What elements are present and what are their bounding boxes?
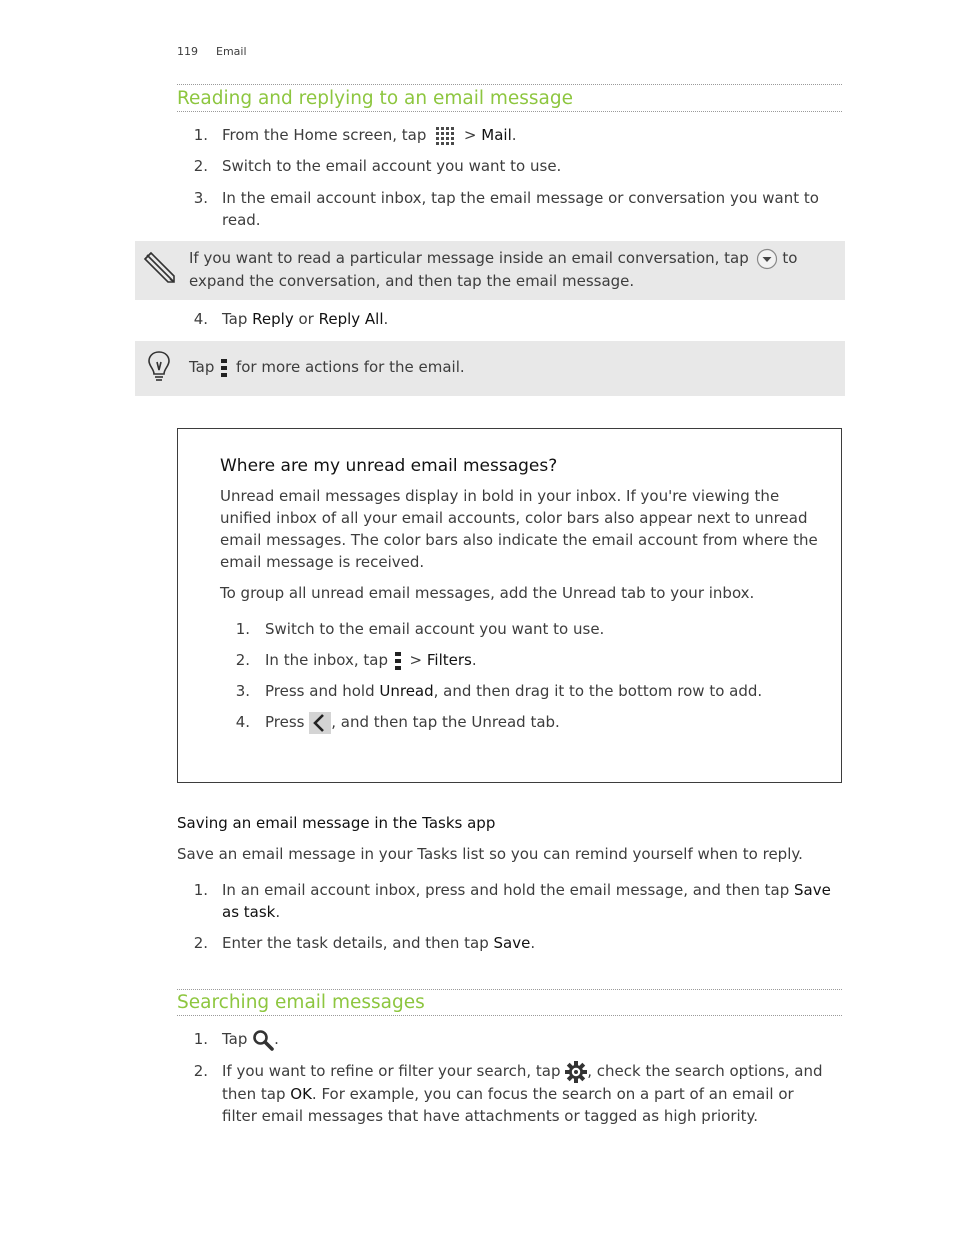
page-header xyxy=(177,44,247,60)
divider-top xyxy=(177,84,842,85)
more-options-icon xyxy=(395,652,401,670)
divider-bottom xyxy=(177,1015,842,1016)
divider-top xyxy=(177,989,842,990)
note-box: If you want to read a particular message inside an email conversation, tap to expand the conversation, and then tap the email message. xyxy=(135,241,845,300)
back-icon xyxy=(309,712,331,734)
gear-icon xyxy=(565,1061,587,1083)
search-icon xyxy=(252,1029,274,1051)
page-number: 119 xyxy=(177,45,198,58)
more-options-icon xyxy=(221,359,227,377)
subsection-title-tasks: Saving an email message in the Tasks app xyxy=(177,814,496,832)
divider-bottom xyxy=(177,111,842,112)
section-title-reading: Reading and replying to an email message xyxy=(177,88,573,109)
box-paragraph-2: To group all unread email messages, add the Unread tab to your inbox. xyxy=(220,584,755,602)
all-apps-grid-icon xyxy=(435,126,455,146)
tasks-intro: Save an email message in your Tasks list so you can remind yourself when to reply. xyxy=(177,845,803,863)
section-name: Email xyxy=(216,45,247,58)
expand-chevron-icon xyxy=(756,248,778,270)
lightbulb-icon xyxy=(147,350,171,384)
box-paragraph: Unread email messages display in bold in your inbox. If you're viewing the unified inbox of all your email accounts, color bars also appear next to unread email messages. The color bars also indicate the email account from where the email message is received. xyxy=(220,487,818,571)
box-title: Where are my unread email messages? xyxy=(220,456,558,476)
tip-box: Tap for more actions for the email. xyxy=(135,341,845,396)
section-title-searching: Searching email messages xyxy=(177,992,425,1013)
pencil-icon xyxy=(143,251,177,285)
